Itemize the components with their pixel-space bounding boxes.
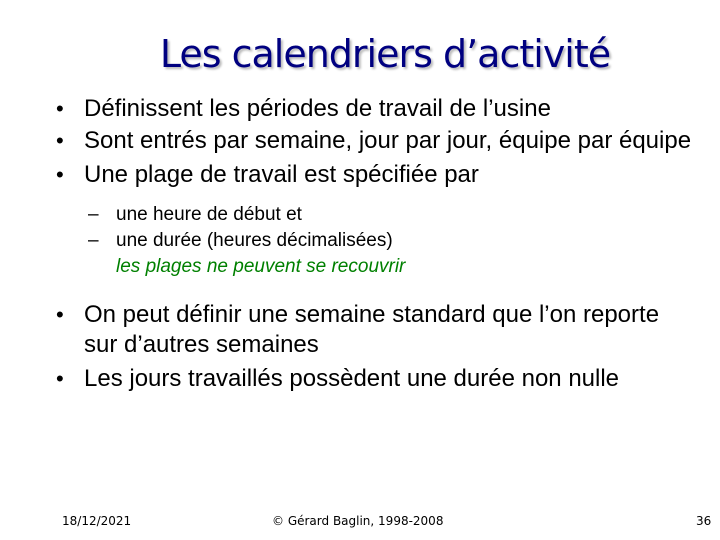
- bullet-marker: •: [56, 162, 64, 187]
- bullet-item: [56, 94, 696, 124]
- dash-marker: –: [88, 230, 99, 251]
- bullet-item: [56, 160, 696, 190]
- bullet-item: [56, 300, 696, 360]
- bullet-item: [56, 364, 696, 394]
- bullet-text: Sont entrés par semaine, jour par jour, équipe par équipe: [84, 127, 692, 154]
- note-text: les plages ne peuvent se recouvrir: [116, 256, 406, 277]
- bullet-marker: •: [56, 128, 64, 153]
- sub-item-text: une heure de début et: [116, 204, 302, 225]
- bullet-text: Définissent les périodes de travail de l’usine: [84, 95, 551, 122]
- dash-marker: –: [88, 204, 99, 225]
- sub-item: [56, 228, 696, 254]
- bullet-marker: •: [56, 366, 64, 391]
- sub-item-text: une durée (heures décimalisées): [116, 230, 393, 251]
- slide-title: Les calendriers d’activité: [159, 32, 611, 76]
- bullet-text: Une plage de travail est spécifiée par: [84, 161, 479, 188]
- bullet-item: [56, 126, 696, 156]
- footer-copyright: © Gérard Baglin, 1998-2008: [272, 514, 444, 528]
- sub-item: [56, 202, 696, 228]
- bullet-marker: •: [56, 302, 64, 327]
- bullet-marker: •: [56, 96, 64, 121]
- footer-date: 18/12/2021: [62, 514, 132, 528]
- bullet-text: Les jours travaillés possèdent une durée non nulle: [84, 365, 620, 392]
- bullet-text: On peut définir une semaine standard que l’on reporte sur d’autres semaines: [84, 301, 660, 358]
- bullet-list: [56, 94, 696, 394]
- page-number: 36: [696, 514, 712, 528]
